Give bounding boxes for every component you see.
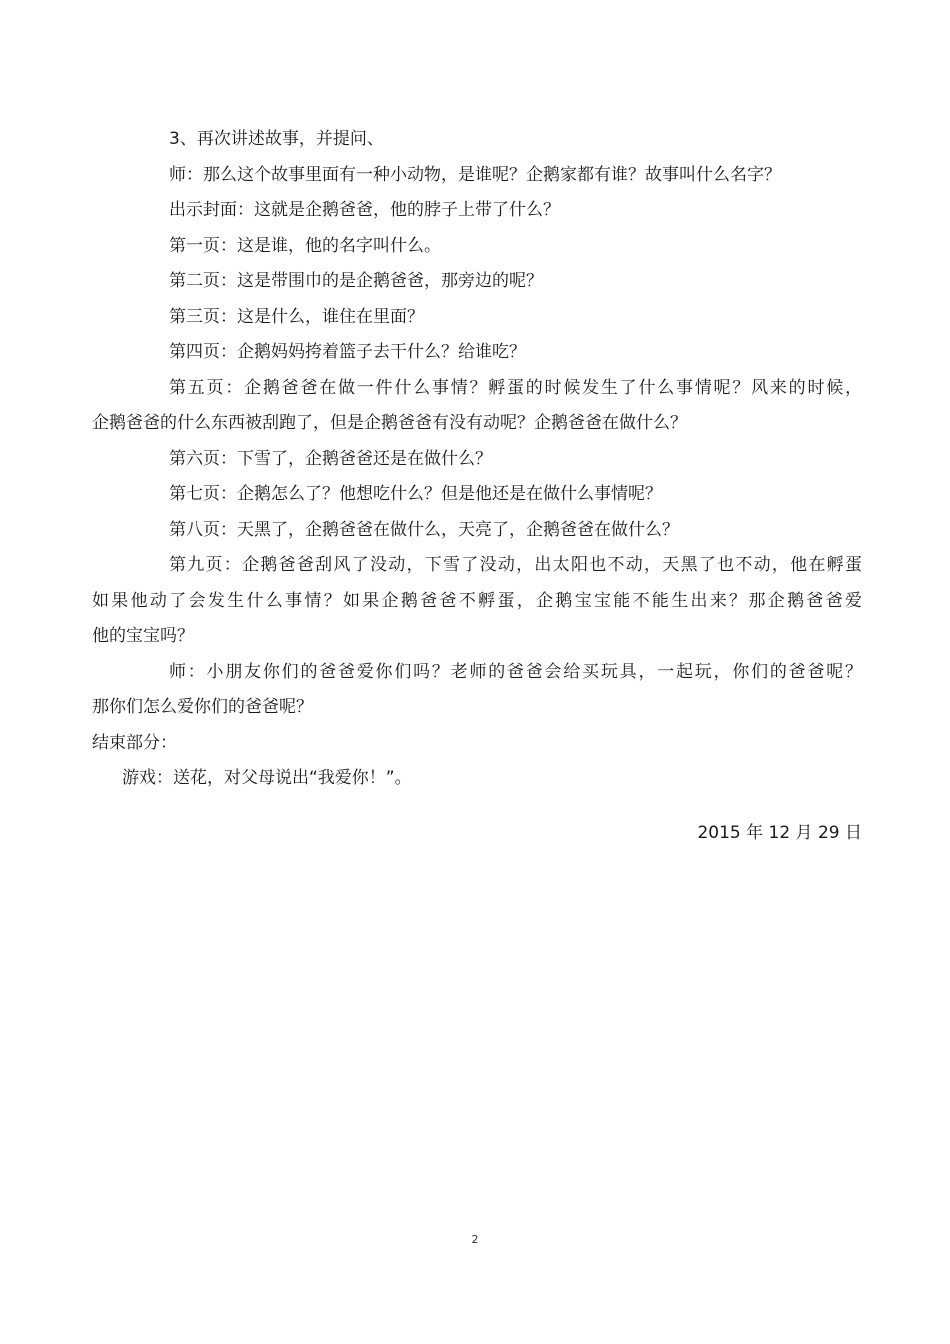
document-body <box>92 122 862 851</box>
page-number: 2 <box>471 1233 479 1246</box>
paragraph-line: 师：小朋友你们的爸爸爱你们吗？老师的爸爸会给买玩具，一起玩，你们的爸爸呢？ <box>169 661 862 682</box>
paragraph-line: 第九页：企鹅爸爸刮风了没动，下雪了没动，出太阳也不动，天黑了也不动，他在孵蛋 <box>169 555 862 575</box>
paragraph-line: 如果他动了会发生什么事情？如果企鹅爸爸不孵蛋，企鹅宝宝能不能生出来？那企鹅爸爸爱 <box>92 590 862 611</box>
paragraph-line: 第八页：天黑了，企鹅爸爸在做什么，天亮了，企鹅爸爸在做什么？ <box>169 519 679 540</box>
paragraph-line: 第五页：企鹅爸爸在做一件什么事情？孵蛋的时候发生了什么事情呢？风来的时候， <box>169 377 862 398</box>
paragraph-line: 第七页：企鹅怎么了？他想吃什么？但是他还是在做什么事情呢？ <box>169 484 662 504</box>
document-date: 2015 年 12 月 29 日 <box>697 822 862 843</box>
paragraph-line: 游戏：送花，对父母说出“我爱你！”。 <box>122 768 412 788</box>
paragraph-line: 第二页：这是带围巾的是企鹅爸爸，那旁边的呢？ <box>169 271 543 291</box>
paragraph-line: 第一页：这是谁，他的名字叫什么。 <box>169 235 441 256</box>
paragraph-line: 企鹅爸爸的什么东西被刮跑了，但是企鹅爸爸有没有动呢？企鹅爸爸在做什么？ <box>92 413 687 433</box>
paragraph-line: 师：那么这个故事里面有一种小动物，是谁呢？企鹅家都有谁？故事叫什么名字？ <box>169 164 781 185</box>
paragraph-line: 第三页：这是什么，谁住在里面？ <box>169 306 424 327</box>
paragraph-line: 第六页：下雪了，企鹅爸爸还是在做什么？ <box>169 448 492 469</box>
paragraph-line: 出示封面：这就是企鹅爸爸，他的脖子上带了什么？ <box>169 200 560 220</box>
paragraph-line: 那你们怎么爱你们的爸爸呢？ <box>92 697 313 717</box>
paragraph-line: 3、再次讲述故事，并提问、 <box>169 129 384 149</box>
paragraph-line: 第四页：企鹅妈妈挎着篮子去干什么？给谁吃？ <box>169 342 526 362</box>
paragraph-line: 他的宝宝吗？ <box>92 626 194 646</box>
section-heading: 结束部分： <box>92 732 177 753</box>
